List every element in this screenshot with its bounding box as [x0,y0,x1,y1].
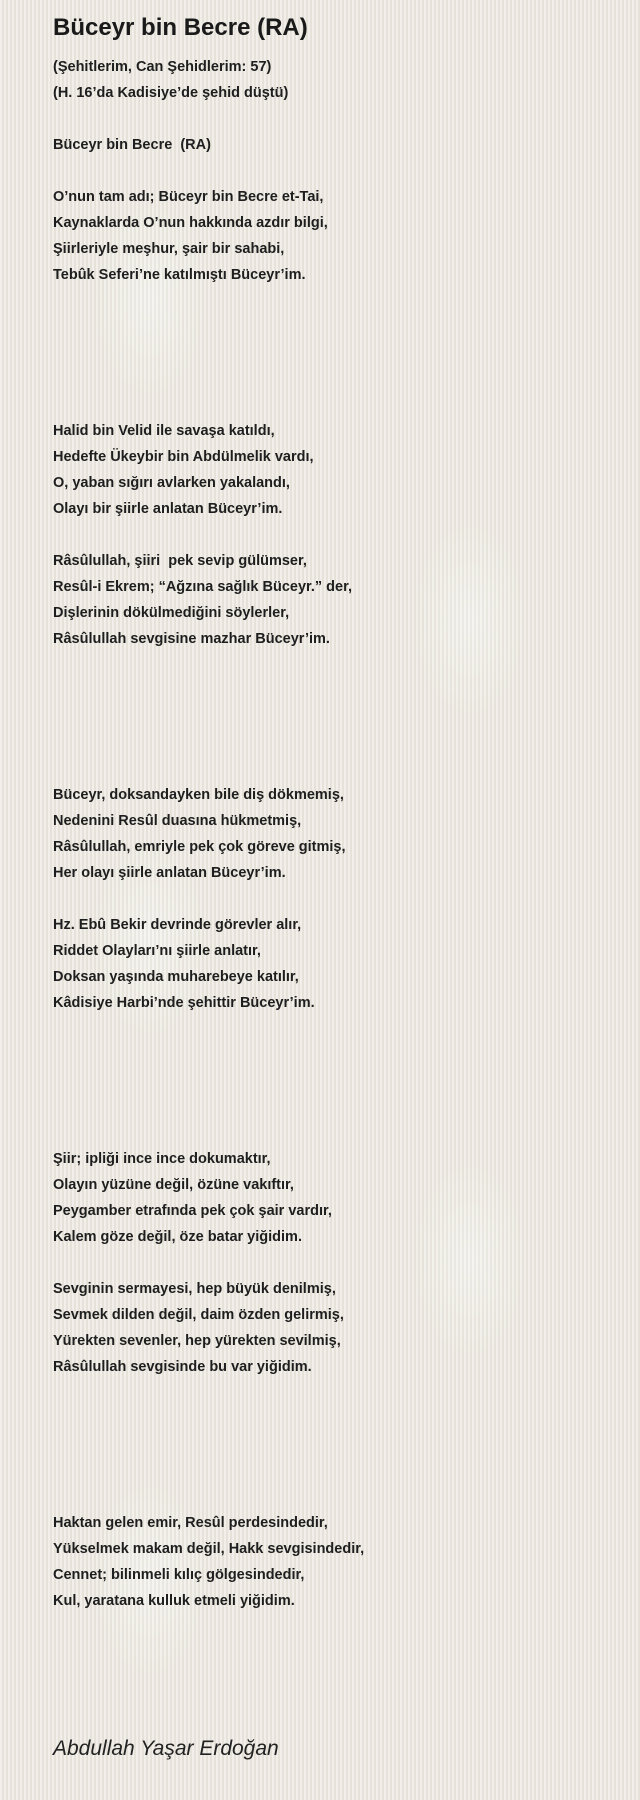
verse-line: Râsûlullah sevgisine mazhar Büceyr’im. [53,631,330,647]
verse-line: Râsûlullah sevgisinde bu var yiğidim. [53,1359,312,1375]
verse-line: Doksan yaşında muharebeye katılır, [53,969,299,985]
verse-line: Her olayı şiirle anlatan Büceyr’im. [53,865,286,881]
poem-meta [53,54,613,106]
verse-line: Sevginin sermayesi, hep büyük denilmiş, [53,1281,336,1297]
verse-line: Halid bin Velid ile savaşa katıldı, [53,423,275,439]
verse-line: Olayı bir şiirle anlatan Büceyr’im. [53,501,283,517]
stanza-8 [53,1510,613,1614]
verse-line: Yükselmek makam değil, Hakk sevgisindedir, [53,1541,365,1557]
verse-line: Hz. Ebû Bekir devrinde görevler alır, [53,917,302,933]
verse-line: Şiir; ipliği ince ince dokumaktır, [53,1151,271,1167]
poem-page [53,12,613,1614]
stanza-4 [53,782,613,886]
verse-line: Nedenini Resûl duasına hükmetmiş, [53,813,302,829]
verse-line: Olayın yüzüne değil, özüne vakıftır, [53,1177,294,1193]
verse-line: O’nun tam adı; Büceyr bin Becre et-Tai, [53,189,324,205]
verse-line: Hedefte Ükeybir bin Abdülmelik vardı, [53,449,314,465]
series-note: (Şehitlerim, Can Şehidlerim: 57) [53,59,272,75]
stanza-5 [53,912,613,1016]
verse-line: Resûl-i Ekrem; “Ağzına sağlık Büceyr.” der, [53,579,352,595]
verse-line: Kalem göze değil, öze batar yiğidim. [53,1229,302,1245]
verse-line: Kaynaklarda O’nun hakkında azdır bilgi, [53,215,328,231]
author-signature: Abdullah Yaşar Erdoğan [53,1737,279,1760]
verse-line: Kul, yaratana kulluk etmeli yiğidim. [53,1593,295,1609]
verse-line: Cennet; bilinmeli kılıç gölgesindedir, [53,1567,305,1583]
verse-line: Râsûlullah, emriyle pek çok göreve gitmiş, [53,839,346,855]
verse-line: Yürekten sevenler, hep yürekten sevilmiş, [53,1333,341,1349]
verse-line: Riddet Olayları’nı şiirle anlatır, [53,943,261,959]
stanza-3 [53,548,613,652]
verse-line: Tebûk Seferi’ne katılmıştı Büceyr’im. [53,267,306,283]
verse-line: Peygamber etrafında pek çok şair vardır, [53,1203,332,1219]
verse-line: O, yaban sığırı avlarken yakalandı, [53,475,290,491]
verse-line: Şiirleriyle meşhur, şair bir sahabi, [53,241,285,257]
verse-line: Sevmek dilden değil, daim özden gelirmiş, [53,1307,344,1323]
poem-subtitle: Büceyr bin Becre (RA) [53,137,211,153]
verse-line: Haktan gelen emir, Resûl perdesindedir, [53,1515,328,1531]
verse-line: Kâdisiye Harbi’nde şehittir Büceyr’im. [53,995,315,1011]
verse-line: Büceyr, doksandayken bile diş dökmemiş, [53,787,344,803]
poem-title: Büceyr bin Becre (RA) [53,14,308,41]
stanza-1 [53,184,613,288]
verse-line: Râsûlullah, şiiri pek sevip gülümser, [53,553,307,569]
verse-line: Dişlerinin dökülmediğini söylerler, [53,605,290,621]
stanza-7 [53,1276,613,1380]
stanza-2 [53,418,613,522]
martyrdom-note: (H. 16’da Kadisiye’de şehid düştü) [53,85,289,101]
stanza-6 [53,1146,613,1250]
